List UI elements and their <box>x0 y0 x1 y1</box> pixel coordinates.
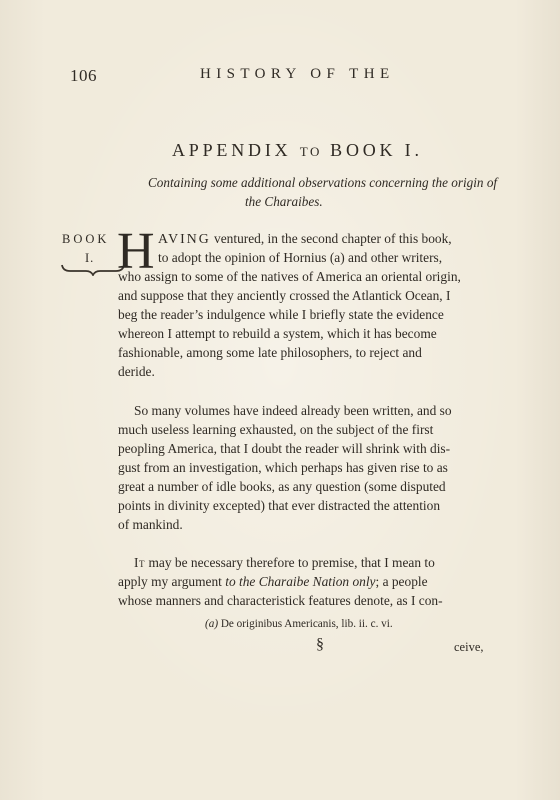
paragraph-3-line-2 <box>118 575 428 588</box>
appendix-title-main: APPENDIX <box>172 140 292 160</box>
drop-cap-letter: H <box>117 223 155 280</box>
paragraph-3-line-2-start: apply my argument <box>118 574 226 589</box>
appendix-title-book: BOOK I. <box>330 140 423 160</box>
paragraph-1-line-3: who assign to some of the natives of America an oriental origin, <box>118 269 461 284</box>
paragraph-1-line-1 <box>158 232 452 246</box>
signature-mark: § <box>316 636 324 653</box>
paragraph-2-line-2: much useless learning exhausted, on the subject of the first <box>118 422 434 437</box>
paragraph-1-line-1-text: ventured, in the second chapter of this book, <box>210 231 452 246</box>
paragraph-2-line-7: of mankind. <box>118 517 183 532</box>
paragraph-1-line-7: fashionable, among some late philosophers, to reject and <box>118 345 422 360</box>
catchword: ceive, <box>454 640 484 654</box>
paragraph-3-line-3: whose manners and characteristick features denote, as I con- <box>118 593 443 608</box>
paragraph-3-emphasis: to the Charaibe Nation only <box>225 574 376 589</box>
paragraph-3-line-1-text: may be necessary therefore to premise, that I mean to <box>145 555 435 570</box>
paragraph-2-line-6: points in divinity excepted) that ever distracted the attention <box>118 498 441 513</box>
margin-book-label: BOOK <box>62 232 110 246</box>
appendix-title <box>172 140 423 161</box>
opening-capitals: AVING <box>158 231 211 246</box>
subtitle-line-1: Containing some additional observations concerning the origin of <box>148 175 498 190</box>
paragraph-3-line-1 <box>134 556 435 569</box>
paragraph-1-line-6: whereon I attempt to rebuild a system, which it has become <box>118 326 437 341</box>
footnote-marker: (a) <box>205 618 219 630</box>
subtitle-line-2: the Charaibes. <box>245 194 323 209</box>
page-number: 106 <box>70 66 97 85</box>
paragraph-1-line-4: and suppose that they anciently crossed the Atlantick Ocean, I <box>118 288 451 303</box>
footnote <box>205 618 393 630</box>
margin-book-number: I. <box>85 251 95 265</box>
paragraph-2-line-1: So many volumes have indeed already been written, and so <box>134 403 452 418</box>
running-head: HISTORY OF THE <box>200 66 395 82</box>
appendix-title-connector: TO <box>299 144 322 159</box>
footnote-text: De originibus Americanis, lib. ii. c. vi. <box>218 618 393 630</box>
paragraph-3-line-2-end: ; a people <box>375 574 428 589</box>
paragraph-2-line-4: gust from an investigation, which perhaps has given rise to as <box>118 460 448 475</box>
paragraph-2-line-3: peopling America, that I doubt the reader will shrink with dis- <box>118 441 451 456</box>
paragraph-1-line-8: deride. <box>118 364 155 379</box>
paragraph-2-line-5: great a number of idle books, as any question (some disputed <box>118 479 446 494</box>
paragraph-3-lead-word: It <box>134 555 146 570</box>
paragraph-1-line-2: to adopt the opinion of Hornius (a) and other writers, <box>158 250 443 265</box>
paragraph-1-line-5: beg the reader’s indulgence while I briefly state the evidence <box>118 307 444 322</box>
